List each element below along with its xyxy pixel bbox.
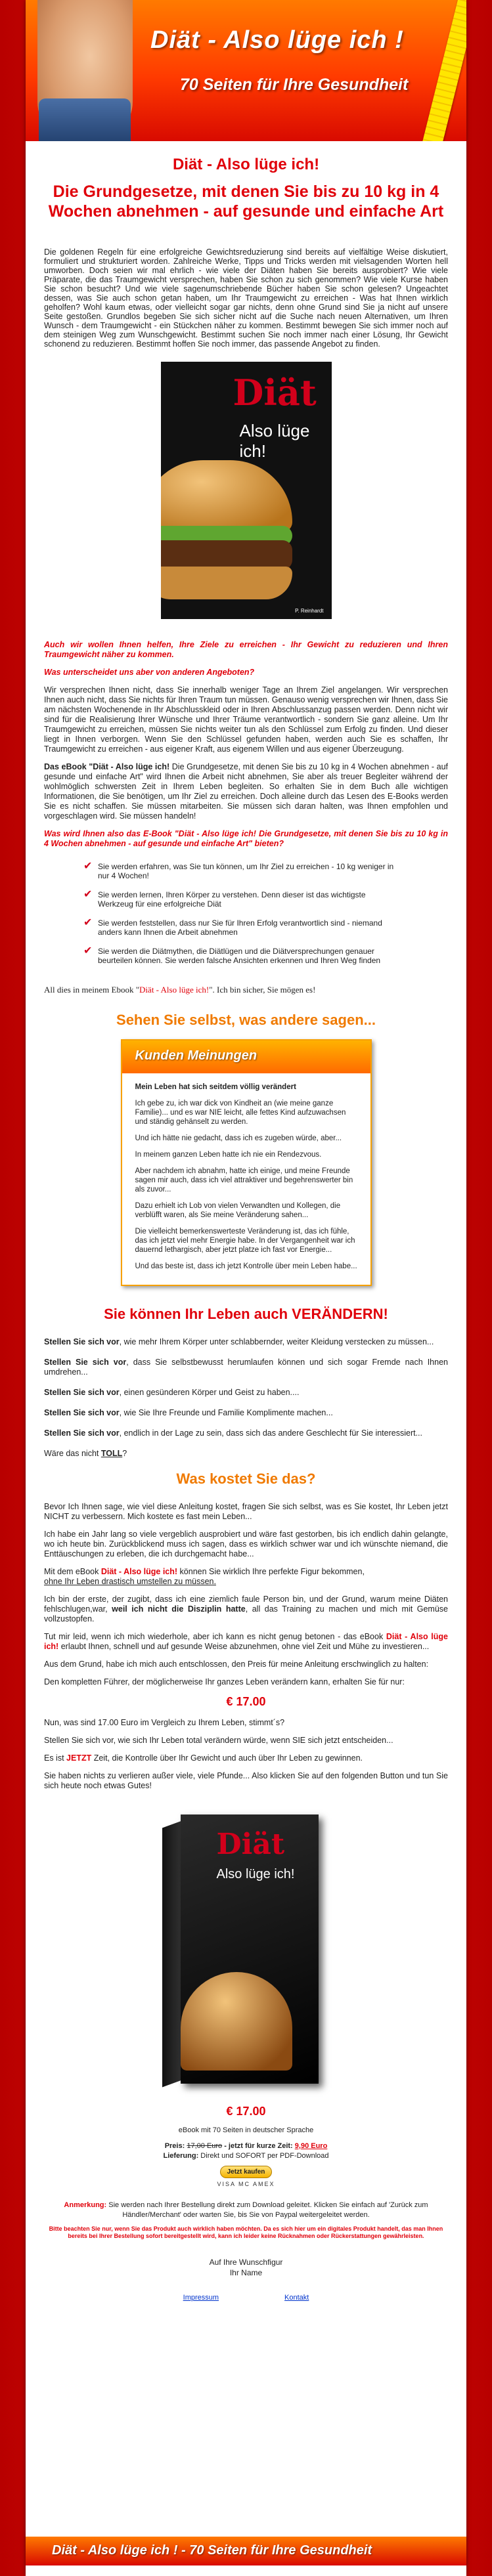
header-banner <box>26 0 466 141</box>
list-item: Stellen Sie sich vor, einen gesünderen Körper und Geist zu haben.... <box>44 1388 300 1397</box>
promise-paragraph: Wir versprechen Ihnen nicht, dass Sie innerhalb weniger Tage an Ihrem Ziel angelangen. Wir versprechen Ihnen auch nicht, dass Sie nichts für Ihren Traum tun müssen. Genauso wenig versprechen wir Ihnen, dass Sie am nächsten Wochenende in Ihr Abschlusskleid oder in Ihren Abschlussanzug passen werden. Denn nicht wir sind für die Realisierung Ihrer Wünsche und Ihrer Träume verantwortlich - sondern Sie ganz alleine. Um Ihr Traumgewicht zu erreichen, müssen Sie nichts weiter tun als den Schlüssel zum Erfolg zu finden. Und dieser liegt in Ihnen verborgen. Wenn Sie den Schlüssel gefunden haben, werden auch Sie es schaffen, Ihr Traumgewicht zu erreichen - aus eigener Kraft, aus eigenem Willen und aus eigener Überzeugung. <box>44 685 448 754</box>
box-side <box>162 1821 182 2088</box>
impressum-link[interactable]: Impressum <box>183 2294 219 2302</box>
check-icon: ✔ <box>83 917 93 928</box>
list-item: Stellen Sie sich vor, wie mehr Ihrem Körper unter schlabbernder, weiter Kleidung verstecken zu müssen... <box>44 1337 434 1346</box>
testimonial-bar: Kunden Meinungen <box>122 1041 370 1073</box>
refund-warning: Bitte beachten Sie nur, wenn Sie das Produkt auch wirklich haben möchten. Da es sich hier um ein digitales Produkt handelt, das man Ihnen bereits bei Ihrer Bestellung sofort bereitgestellt wird, kann ich leider keine Rücknahmen oder Rückerstattungen gewährleisten. <box>49 2225 443 2239</box>
testimonial-box <box>121 1039 372 1286</box>
header-title: Diät - Also lüge ich ! <box>150 26 404 54</box>
jeans-image <box>39 98 131 141</box>
cost-paragraph: Ich habe ein Jahr lang so viele vergeblich ausprobiert und wäre fast gestorben, bis ich endlich dahin gelangte, wo ich heute bin. Zurückblickend muss ich sagen, dass es wirklich schwer war und ich wünschte niemand, die Enttäuschungen zu erleben, die ich durchgemacht habe... <box>44 1530 448 1558</box>
page-subtitle: Die Grundgesetze, mit denen Sie bis zu 10 kg in 4 Wochen abnehmen - auf gesunde und einfache Art <box>48 182 444 221</box>
cost-paragraph: Tut mir leid, wenn ich mich wiederhole, aber ich kann es nicht genug betonen - das eBook Diät - Also lüge ich! erlaubt Ihnen, schnell und auf gesunde Weise abzunehmen, ohne viel Zeit und Mühe zu investieren... <box>44 1632 449 1651</box>
box-title: Diät <box>216 1828 285 1861</box>
footer-links <box>44 2294 448 2302</box>
price-display: € 17.00 <box>226 1695 266 1708</box>
cost-paragraph: Bevor Ich Ihnen sage, wie viel diese Anleitung kostet, fragen Sie sich selbst, was es Sie kostet, Ihr Leben jetzt NICHT zu verbessern. Mich kostete es fast mein Leben... <box>44 1502 448 1521</box>
note: Anmerkung: Sie werden nach Ihrer Bestellung direkt zum Download geleitet. Klicken Sie einfach auf 'Zurück zum Händler/Merchant' oder warten Sie, bis Sie von Paypal weitergeleitet werden. <box>64 2201 428 2219</box>
image-signature: P. Reinhardt <box>295 608 324 614</box>
ebook-paragraph: Das eBook "Diät - Also lüge ich! Die Grundgesetze, mit denen Sie bis zu 10 kg in 4 Wochen abnehmen - auf gesunde und einfache Art" wird Ihnen die Arbeit nicht abnehmen, Sie aber als treuer Begleiter während der wohlmöglich schwersten Zeit in Ihrem Leben begleiten. So erhalten Sie in dem Buch alle wichtigen Informationen, die Sie benötigen, um Ihr Ziel zu erreichen. Doch alleine durch das Lesen des E-Books werden Sie es nicht schaffen. Sie müssen mitarbeiten. Sie müssen sich daran halten, was Ihnen empfohlen und vorgeschlagen wird. Sie müssen handeln! <box>44 762 448 821</box>
cost-paragraph: Ich bin der erste, der zugibt, dass ich eine ziemlich faule Person bin, und der Grund, warum meine Diäten fehlschlugen,war, weil ich nicht die Disziplin hatte, all das Training zu machen und mich mit Gemüse vollzustopfen. <box>44 1595 448 1623</box>
testimonial-text: Und das beste ist, dass ich jetzt Kontrolle über mein Leben habe... <box>135 1262 357 1270</box>
burger-image <box>161 362 332 619</box>
testimonial-text: Aber nachdem ich abnahm, hatte ich einige, und meine Freunde sagen mir auch, dass ich viel attraktiver und begehrenswerter bin als zuvor... <box>135 1167 353 1193</box>
cost-paragraph: Es ist JETZT Zeit, die Kontrolle über Ihr Gewicht und auch über Ihr Leben zu gewinnen. <box>44 1753 363 1763</box>
list-item: ✔ Sie werden erfahren, was Sie tun können, um Ihr Ziel zu erreichen - 10 kg weniger in nur 4 Wochen! <box>83 861 394 880</box>
list-item: Stellen Sie sich vor, wie Sie Ihre Freunde und Familie Komplimente machen... <box>44 1408 333 1417</box>
kontakt-link[interactable]: Kontakt <box>284 2294 309 2302</box>
check-icon: ✔ <box>83 889 93 900</box>
header-subtitle: 70 Seiten für Ihre Gesundheit <box>180 75 409 94</box>
payment-cards: VISA MC AMEX <box>217 2181 275 2187</box>
cost-paragraph: Aus dem Grund, habe ich mich auch entschlossen, den Preis für meine Anleitung erschwinglich zu halten: <box>44 1660 429 1669</box>
help-statement: Auch wir wollen Ihnen helfen, Ihre Ziele zu erreichen - Ihr Gewicht zu reduzieren und Ihren Traumgewicht näher zu kommen. <box>44 640 448 659</box>
testimonial-headline: Mein Leben hat sich seitdem völlig verändert <box>135 1083 296 1091</box>
delivery-row: Lieferung: Direkt und SOFORT per PDF-Download <box>163 2152 329 2160</box>
testimonial-text: Die vielleicht bemerkenswerteste Veränderung ist, das ich fühle, das ich jetzt viel mehr Energie habe. In der Vergangenheit war ich dauernd lethargisch, aber jetzt platze ich fast vor Energie... <box>135 1228 355 1254</box>
offer-question: Was wird Ihnen also das E-Book "Diät - Also lüge ich! Die Grundgesetze, mit denen Sie bis zu 10 kg in 4 Wochen abnehmen - auf gesunde und einfache Art" bieten? <box>44 829 448 848</box>
ebook-info: eBook mit 70 Seiten in deutscher Sprache <box>178 2126 314 2134</box>
difference-question: Was unterscheidet uns aber von anderen Angeboten? <box>44 668 255 677</box>
testimonial-text: Und ich hätte nie gedacht, dass ich es zugeben würde, aber... <box>135 1134 342 1142</box>
testimonial-heading: Sehen Sie selbst, was andere sagen... <box>116 1012 376 1028</box>
waere-line: Wäre das nicht TOLL? <box>44 1449 127 1458</box>
ebook-box-image <box>154 1801 338 2090</box>
list-item: ✔ Sie werden die Diätmythen, die Diätlügen und die Diätversprechungen genauer beurteilen können. Sie werden falsche Ansichten erkennen und Ihren Weg finden <box>83 945 381 965</box>
footer-text: Diät - Also lüge ich ! - 70 Seiten für Ihre Gesundheit <box>52 2543 372 2558</box>
cost-paragraph: Mit dem eBook Diät - Also lüge ich! können Sie wirklich Ihre perfekte Figur bekommen, ohne Ihr Leben drastisch umstellen zu müssen. <box>44 1567 365 1586</box>
bun-bottom <box>161 567 292 599</box>
page <box>26 0 466 2576</box>
ebook-promo-line: All dies in meinem Ebook "Diät - Also lüge ich!". Ich bin sicher, Sie mögen es! <box>44 985 316 995</box>
cost-paragraph: Stellen Sie sich vor, wie sich Ihr Leben total verändern würde, wenn SIE sich jetzt entscheiden... <box>44 1736 393 1745</box>
footer-banner <box>26 2537 466 2565</box>
image-title: Diät <box>233 372 317 414</box>
check-icon: ✔ <box>83 945 93 956</box>
benefits-list <box>83 862 399 965</box>
check-icon: ✔ <box>83 861 93 872</box>
price-row: Preis: 17,00 Euro - jetzt für kurze Zeit: 9,90 Euro <box>164 2142 328 2150</box>
box-subtitle: Also lüge ich! <box>216 1867 295 1881</box>
measuring-tape-image <box>421 0 466 141</box>
cost-paragraph: Sie haben nichts zu verlieren außer viele, viele Pfunde... Also klicken Sie auf den folgenden Button und tun Sie sich heute noch etwas Gutes! <box>44 1771 448 1790</box>
order-section <box>44 2105 448 2187</box>
cost-paragraph: Den kompletten Führer, der möglicherweise Ihr ganzes Leben verändern kann, erhalten Sie für nur: <box>44 1677 405 1686</box>
image-subtitle: Also lüge ich! <box>239 421 310 461</box>
order-price: € 17.00 <box>226 2105 266 2118</box>
list-item: ✔ Sie werden feststellen, dass nur Sie für Ihren Erfolg verantwortlich sind - niemand anders kann Ihnen die Arbeit abnehmen <box>83 917 382 937</box>
list-item: Stellen Sie sich vor, dass Sie selbstbewusst herumlaufen können und sich sogar Fremde nach Ihnen umdrehen... <box>44 1358 448 1377</box>
imagine-list <box>44 1337 448 1459</box>
testimonial-text: Dazu erhielt ich Lob von vielen Verwandten und Kollegen, die verblüfft waren, als Sie meine Veränderung sahen... <box>135 1202 341 1219</box>
cost-paragraph: Nun, was sind 17.00 Euro im Vergleich zu Ihrem Leben, stimmt´s? <box>44 1718 285 1727</box>
list-item: ✔ Sie werden lernen, Ihren Körper zu verstehen. Denn dieser ist das wichtigste Werkzeug für eine erfolgreiche Diät <box>83 889 366 909</box>
cost-heading: Was kostet Sie das? <box>176 1470 316 1487</box>
list-item: Stellen Sie sich vor, endlich in der Lage zu sein, dass sich das andere Geschlecht für Sie interessiert... <box>44 1428 422 1438</box>
bun-top <box>161 460 292 532</box>
signature-block: Auf Ihre Wunschfigur Ihr Name <box>209 2258 283 2277</box>
intro-paragraph: Die goldenen Regeln für eine erfolgreiche Gewichtsreduzierung sind bereits auf vielfältige Weise diskutiert, formuliert und strukturiert worden. Zahlreiche Werke, Tipps und Tricks werden mit vielsagenden Worten hell umworben. Doch seien wir mal ehrlich - wie viele der Diäten haben Sie bereits ausprobiert? Wie viele Präparate, die das Traumgewicht versprechen, haben Sie schon zu sich genommen? Wie viele Kurse haben Sie schon besucht? Und wie viele sagenumschriebende Bücher haben Sie schon gelesen? Ungeachtet dessen, was Sie auch schon getan haben, um Ihr Traumgewicht zu erreichen - Was hat Ihnen wirklich geholfen? Wohl kaum etwas, oder vielleicht sogar gar nichts, denn ohne Grund sind Sie ja nicht auf unsere Seite gestoßen. Grundlos begeben Sie sich sicher nicht auf die Suche nach neuen Alternativen, um Ihren Wunsch - dem Traumgewicht - ein Stückchen näher zu kommen. Bestimmt bewegen Sie sich immer noch auf dem steinigen Weg zum Wunschgewicht. Bestimmt suchen Sie noch immer nach einer Lösung, Ihr Gewicht schonend zu reduzieren. Bestimmt hoffen Sie noch immer, das passende Angebot zu finden. <box>44 247 448 349</box>
buy-now-button[interactable]: Jetzt kaufen <box>220 2166 273 2178</box>
testimonial-text: Ich gebe zu, ich war dick von Kindheit an (wie meine ganze Familie)... und es war NIE leicht, alle fettes Kind aufzuwachsen und ständig gehänselt zu werden. <box>135 1100 346 1126</box>
patty <box>161 540 292 570</box>
page-title: Diät - Also lüge ich! <box>172 156 320 173</box>
change-heading: Sie können Ihr Leben auch VERÄNDERN! <box>104 1306 388 1322</box>
testimonial-text: In meinem ganzen Leben hatte ich nie ein Rendezvous. <box>135 1151 322 1159</box>
